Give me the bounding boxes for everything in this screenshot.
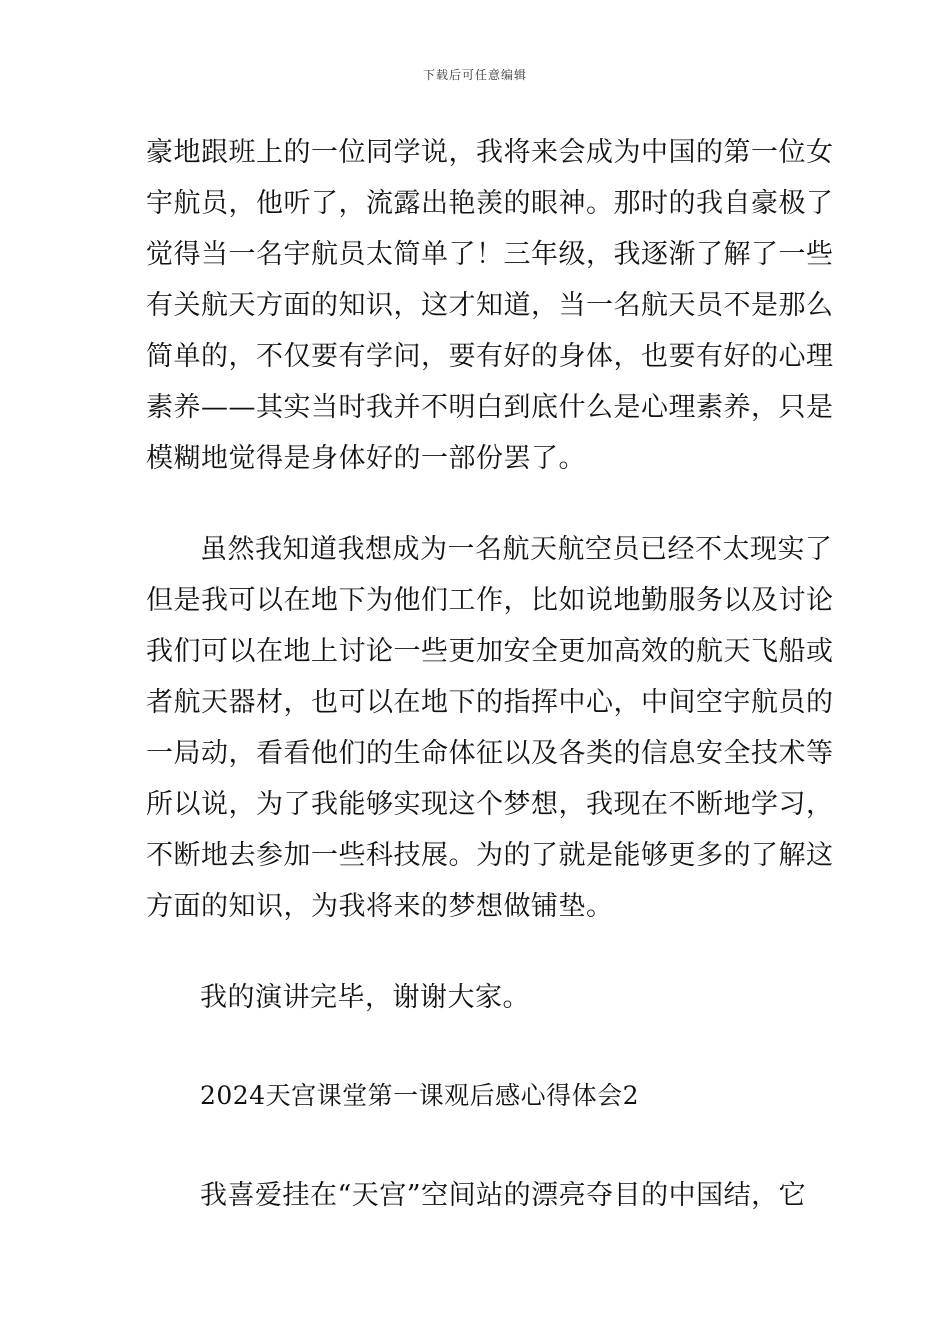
text-line: 我喜爱挂在“天宫”空间站的漂亮夺目的中国结，它	[200, 1180, 807, 1211]
paragraph-5	[146, 1170, 810, 1221]
paragraph-3	[146, 972, 810, 1023]
text-line: 虽然我知道我想成为一名航天航空员已经不太现实了	[200, 534, 833, 565]
text-line: 我们可以在地上讨论一些更加安全更加高效的航天飞船或	[146, 636, 834, 667]
text-line: 素养——其实当时我并不明白到底什么是心理素养，只是	[146, 392, 834, 423]
paragraph-2	[146, 524, 834, 932]
text-line: 有关航天方面的知识，这才知道，当一名航天员不是那么	[146, 290, 834, 321]
text-line: 所以说，为了我能够实现这个梦想，我现在不断地学习，	[146, 789, 834, 820]
paragraph-1	[146, 127, 834, 484]
text-line: 简单的，不仅要有学问，要有好的身体，也要有好的心理	[146, 341, 834, 372]
text-line: 者航天器材，也可以在地下的指挥中心，中间空宇航员的	[146, 687, 834, 718]
section-title	[146, 1070, 810, 1121]
text-line: 不断地去参加一些科技展。为的了就是能够更多的了解这	[146, 840, 834, 871]
text-line: 方面的知识，为我将来的梦想做铺垫。	[146, 891, 614, 922]
text-line: 我的演讲完毕，谢谢大家。	[200, 982, 530, 1013]
text-line: 觉得当一名宇航员太简单了！三年级，我逐渐了解了一些	[146, 239, 834, 270]
header-note: 下载后可任意编辑	[422, 68, 527, 82]
text-line: 一局动，看看他们的生命体征以及各类的信息安全技术等	[146, 738, 834, 769]
text-line: 但是我可以在地下为他们工作，比如说地勤服务以及讨论	[146, 585, 834, 616]
section-title-text: 2024天宫课堂第一课观后感心得体会2	[200, 1081, 640, 1110]
text-line: 宇航员，他听了，流露出艳羡的眼神。那时的我自豪极了	[146, 188, 834, 219]
text-line: 模糊地觉得是身体好的一部份罢了。	[146, 443, 586, 474]
text-line: 豪地跟班上的一位同学说，我将来会成为中国的第一位女	[146, 137, 834, 168]
